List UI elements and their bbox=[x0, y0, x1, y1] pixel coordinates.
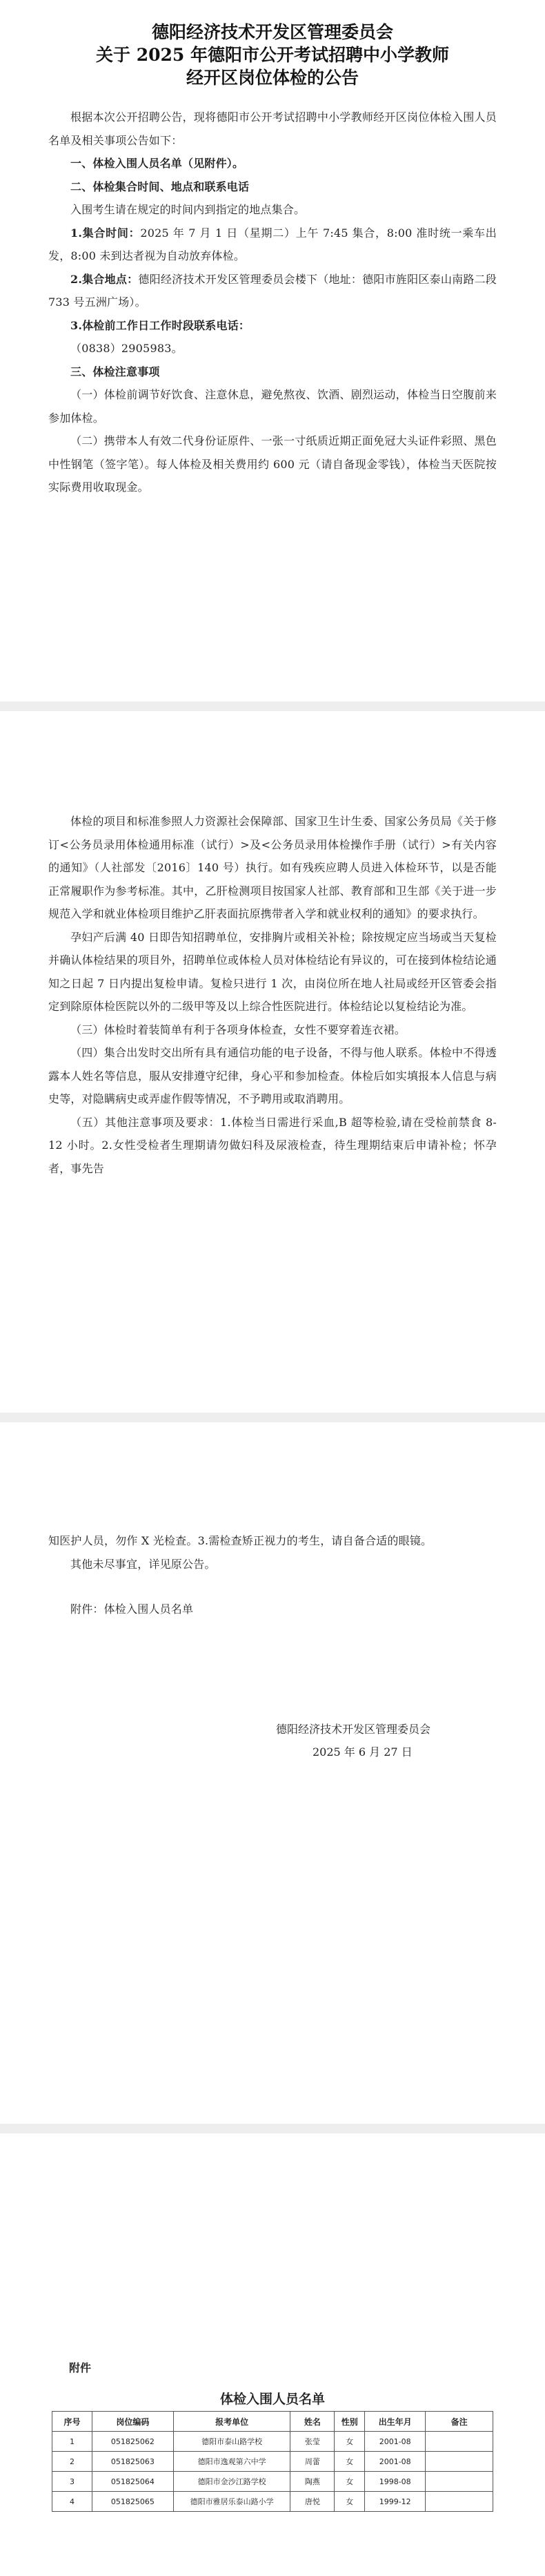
table-cell: 唐悦 bbox=[290, 2492, 335, 2512]
note-5: （五）其他注意事项及要求：1.体检当日需进行采血,B 超等检验,请在受检前禁食 8-12 小时。2.女性受检者生理期请勿做妇科及尿液检查，待生理期结束后申请补检；怀孕者，事先告 bbox=[48, 1115, 497, 1175]
table-cell: 051825065 bbox=[92, 2492, 173, 2512]
notice-title bbox=[48, 21, 497, 89]
table-cell: 051825064 bbox=[92, 2472, 173, 2492]
note-4: （四）集合出发时交出所有具有通信功能的电子设备，不得与他人联系。体检中不得透露本人姓名等信息，服从安排遵守纪律，身心平和参加检查。体检后如实填报本人信息与病史等，对隐瞒病史或弄虚作假等情况，不予聘用或取消聘用。 bbox=[48, 1046, 497, 1105]
column-header: 岗位编码 bbox=[92, 2412, 173, 2432]
assembly-time-label: 1.集合时间： bbox=[70, 226, 141, 240]
page-3 bbox=[0, 1422, 545, 2124]
recheck-paragraph: 孕妇产后满 40 日即告知招聘单位，安排胸片或相关补检；除按规定应当场或当天复检并确认体检结果的项目外，招聘单位或体检人员对体检结论有异议的，可在接到体检结论通知之日起 7 日内提出复检申请。复检只进行 1 次，由岗位所在地人社局或经开区管委会指定到除原体检医院以外的二级甲等及以上综合性医院进行。体检结论以复检结论为准。 bbox=[48, 930, 497, 1013]
table-header-row bbox=[52, 2412, 493, 2432]
table-row bbox=[52, 2432, 493, 2452]
table-row bbox=[52, 2452, 493, 2472]
column-header: 性别 bbox=[335, 2412, 365, 2432]
column-header: 姓名 bbox=[290, 2412, 335, 2432]
table-cell: 德阳市金沙江路学校 bbox=[173, 2472, 290, 2492]
attachment-reference: 附件：体检入围人员名单 bbox=[70, 1602, 194, 1616]
note-2: （二）携带本人有效二代身份证原件、一张一寸纸质近期正面免冠大头证件彩照、黑色中性钢笔（签字笔）。每人体检及相关费用约 600 元（请自备现金零钱），体检当天医院按实际费用收取现金。 bbox=[48, 434, 497, 494]
table-row bbox=[52, 2492, 493, 2512]
table-cell: 女 bbox=[335, 2452, 365, 2472]
table-cell: 1998-08 bbox=[365, 2472, 426, 2492]
table-cell: 女 bbox=[335, 2492, 365, 2512]
column-header: 出生年月 bbox=[365, 2412, 426, 2432]
table-cell: 女 bbox=[335, 2472, 365, 2492]
table-row bbox=[52, 2472, 493, 2492]
table-cell: 1999-12 bbox=[365, 2492, 426, 2512]
roster-table-title: 体检入围人员名单 bbox=[219, 2392, 325, 2407]
table-cell bbox=[426, 2452, 493, 2472]
page-4 bbox=[0, 2133, 545, 2576]
section-2-intro: 入围考生请在规定的时间内到指定的地点集合。 bbox=[70, 203, 306, 216]
contact-phone: （0838）2905983。 bbox=[70, 342, 183, 355]
table-cell: 2 bbox=[52, 2452, 92, 2472]
table-cell bbox=[426, 2432, 493, 2452]
table-cell: 3 bbox=[52, 2472, 92, 2492]
assembly-place-text: 德阳经济技术开发区管理委员会楼下（地址：德阳市旌阳区泰山南路二段 733 号五洲广场）。 bbox=[48, 272, 497, 309]
table-cell: 陶燕 bbox=[290, 2472, 335, 2492]
table-cell: 4 bbox=[52, 2492, 92, 2512]
attachment-heading: 附件 bbox=[69, 2361, 92, 2374]
table-cell: 051825062 bbox=[92, 2432, 173, 2452]
page-1 bbox=[0, 0, 545, 701]
column-header: 备注 bbox=[426, 2412, 493, 2432]
table-cell: 2001-08 bbox=[365, 2432, 426, 2452]
note-3: （三）体检时着装简单有利于各项身体检查，女性不要穿着连衣裙。 bbox=[70, 1023, 406, 1036]
table-cell: 周蕾 bbox=[290, 2452, 335, 2472]
intro-paragraph: 根据本次公开招聘公告，现将德阳市公开考试招聘中小学教师经开区岗位体检入围人员名单及相关事项公告如下： bbox=[48, 110, 497, 147]
table-cell: 张莹 bbox=[290, 2432, 335, 2452]
title-line-3: 经开区岗位体检的公告 bbox=[186, 68, 359, 88]
table-cell: 德阳市雅居乐泰山路小学 bbox=[173, 2492, 290, 2512]
table-cell: 051825063 bbox=[92, 2452, 173, 2472]
table-cell: 德阳市泰山路学校 bbox=[173, 2432, 290, 2452]
table-cell: 女 bbox=[335, 2432, 365, 2452]
contact-phone-label: 3.体检前工作日工作时段联系电话： bbox=[70, 318, 250, 332]
signature-date: 2025 年 6 月 27 日 bbox=[313, 1745, 413, 1759]
table-cell: 2001-08 bbox=[365, 2452, 426, 2472]
title-line-1: 德阳经济技术开发区管理委员会 bbox=[151, 22, 393, 42]
note-5-continued: 知医护人员，勿作 X 光检查。3.需检查矫正视力的考生，请自备合适的眼镜。 bbox=[48, 1534, 433, 1547]
section-1-heading: 一、体检入围人员名单（见附件）。 bbox=[70, 157, 244, 170]
table-cell bbox=[426, 2472, 493, 2492]
other-matters: 其他未尽事宜，详见原公告。 bbox=[70, 1557, 216, 1571]
table-cell: 1 bbox=[52, 2432, 92, 2452]
signature-organization: 德阳经济技术开发区管理委员会 bbox=[276, 1723, 431, 1736]
exam-standard-paragraph: 体检的项目和标准参照人力资源社会保障部、国家卫生计生委、国家公务员局《关于修订<公务员录用体检通用标准（试行）>及<公务员录用体检操作手册（试行）>有关内容的通知》（人社部发〔2016〕140 号）执行。如有残疾应聘人员进入体检环节，以是否能正常履职作为参考标准。其中，乙肝检测项目按国家人社部、教育部和卫生部《关于进一步规范入学和就业体检项目维护乙肝表面抗原携带者入学和就业权利的通知》的要求执行。 bbox=[48, 815, 497, 920]
column-header: 报考单位 bbox=[173, 2412, 290, 2432]
assembly-place-label: 2.集合地点： bbox=[70, 272, 139, 286]
assembly-time bbox=[48, 222, 497, 268]
assembly-time-text: 2025 年 7 月 1 日（星期二）上午 7:45 集合，8:00 准时统一乘车出发，8:00 未到达者视为自动放弃体检。 bbox=[48, 226, 497, 262]
section-2-heading: 二、体检集合时间、地点和联系电话 bbox=[70, 180, 250, 193]
note-1: （一）体检前调节好饮食、注意休息，避免熬夜、饮酒、剧烈运动，体检当日空腹前来参加体检。 bbox=[48, 388, 497, 425]
title-line-2: 关于 2025 年德阳市公开考试招聘中小学教师 bbox=[96, 45, 449, 65]
roster-table bbox=[52, 2411, 493, 2512]
assembly-place bbox=[48, 268, 497, 314]
page-2 bbox=[0, 711, 545, 1413]
section-3-heading: 三、体检注意事项 bbox=[70, 365, 160, 378]
table-cell bbox=[426, 2492, 493, 2512]
column-header: 序号 bbox=[52, 2412, 92, 2432]
table-cell: 德阳市逸观第六中学 bbox=[173, 2452, 290, 2472]
